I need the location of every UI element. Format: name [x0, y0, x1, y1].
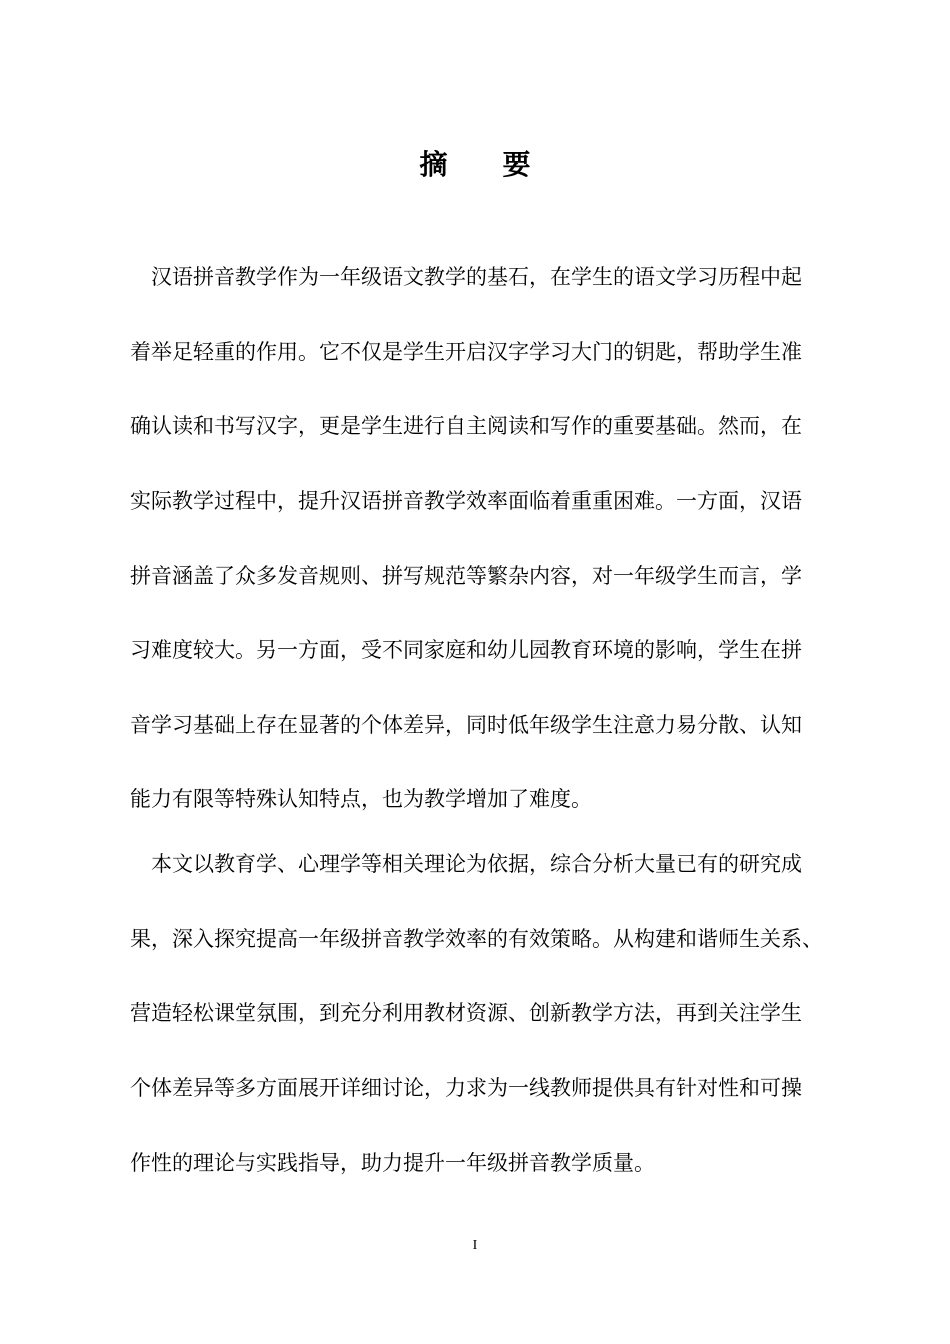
paragraph-1-line-5: 拼音涵盖了众多发音规则、拼写规范等繁杂内容，对一年级学生而言，学: [130, 564, 802, 588]
page-title: [0, 143, 950, 187]
paragraph-1-line-1: 汉语拼音教学作为一年级语文教学的基石，在学生的语文学习历程中起: [130, 265, 802, 289]
paragraph-1-line-6: 习难度较大。另一方面，受不同家庭和幼儿园教育环境的影响，学生在拼: [130, 638, 802, 662]
paragraph-1-line-2: 着举足轻重的作用。它不仅是学生开启汉字学习大门的钥匙，帮助学生准: [130, 340, 802, 364]
paragraph-2-line-2: 果，深入探究提高一年级拼音教学效率的有效策略。从构建和谐师生关系、: [130, 927, 823, 951]
paragraph-2-line-3: 营造轻松课堂氛围，到充分利用教材资源、创新教学方法，再到关注学生: [130, 1001, 802, 1025]
paragraph-2-line-4: 个体差异等多方面展开详细讨论，力求为一线教师提供具有针对性和可操: [130, 1076, 802, 1100]
paragraph-1-line-3: 确认读和书写汉字，更是学生进行自主阅读和写作的重要基础。然而，在: [130, 414, 802, 438]
paragraph-1-line-7: 音学习基础上存在显著的个体差异，同时低年级学生注意力易分散、认知: [130, 713, 802, 737]
paragraph-2-line-5: 作性的理论与实践指导，助力提升一年级拼音教学质量。: [130, 1151, 655, 1175]
paragraph-1-line-4: 实际教学过程中，提升汉语拼音教学效率面临着重重困难。一方面，汉语: [130, 489, 802, 513]
title-char-1: 摘: [419, 148, 448, 181]
title-char-2: 要: [502, 148, 531, 181]
page-number: I: [472, 1238, 478, 1253]
paragraph-2-line-1: 本文以教育学、心理学等相关理论为依据，综合分析大量已有的研究成: [130, 852, 802, 876]
paragraph-1-line-8: 能力有限等特殊认知特点，也为教学增加了难度。: [130, 787, 592, 811]
